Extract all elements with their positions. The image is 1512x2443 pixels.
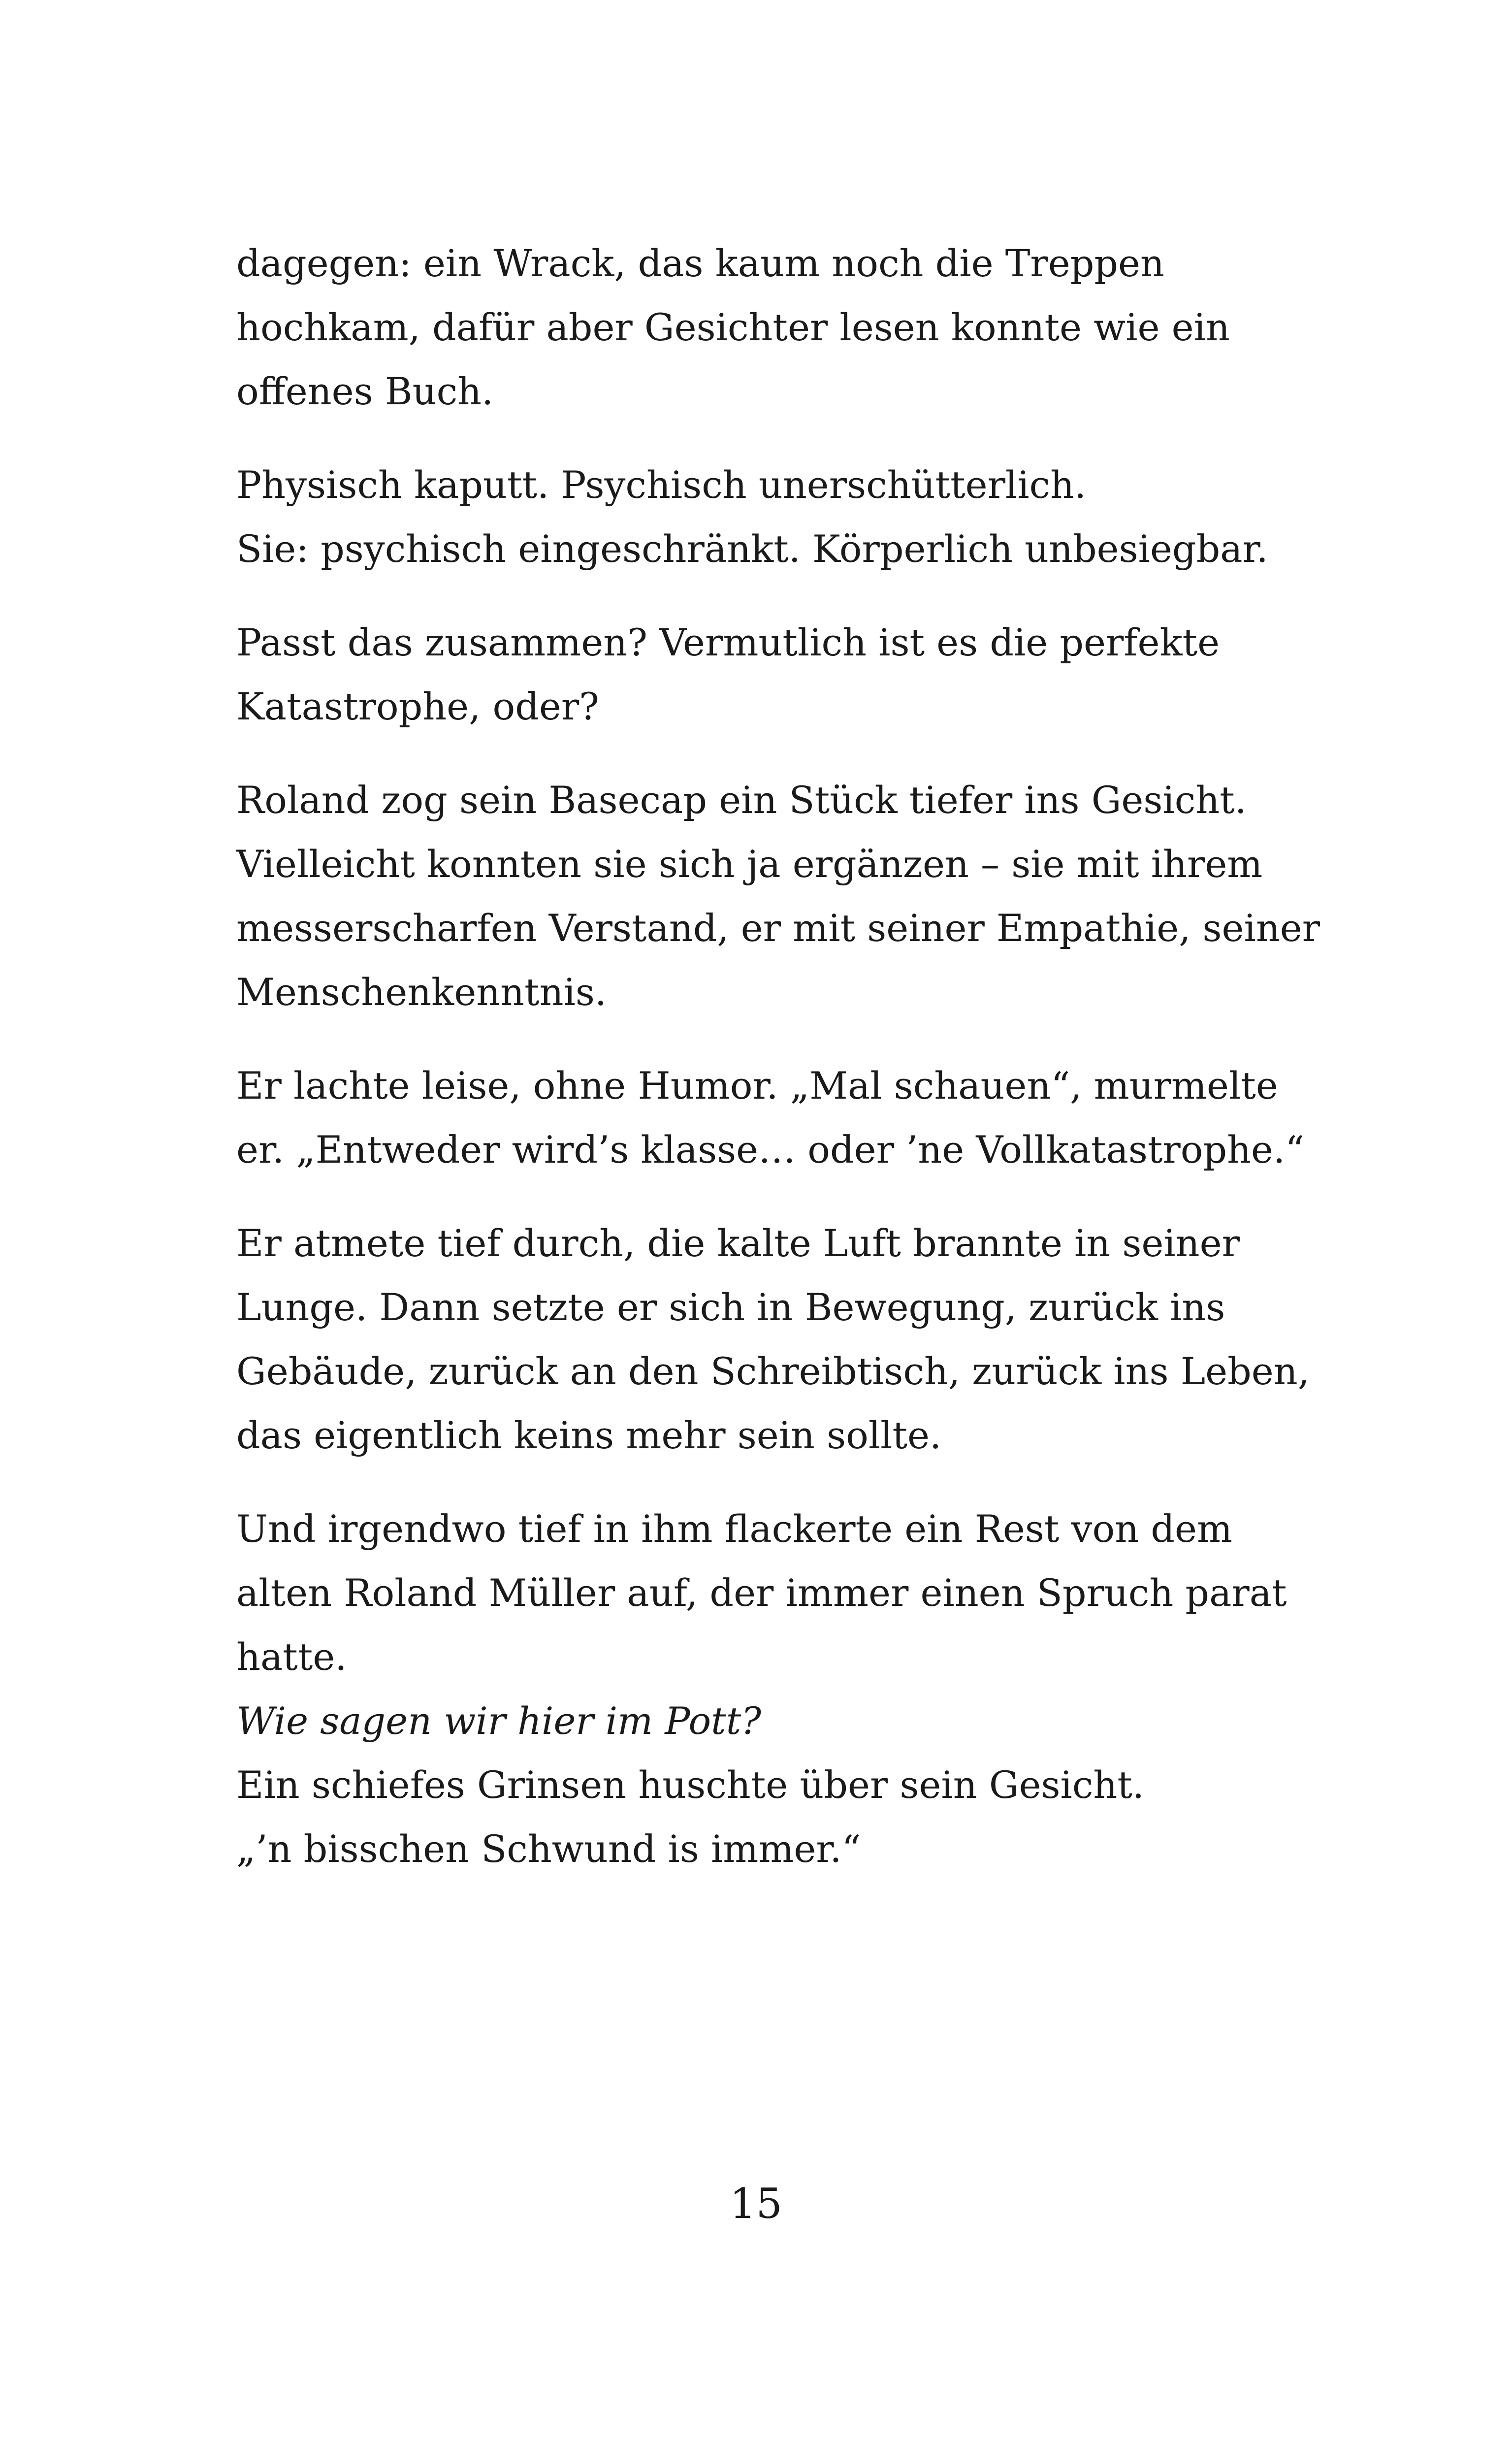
text-line: Physisch kaputt. Psychisch unerschütterlich. bbox=[236, 463, 1087, 507]
text-line: hochkam, dafür aber Gesichter lesen konnte wie ein bbox=[236, 305, 1230, 349]
body-text bbox=[236, 231, 1320, 1911]
text-line: hatte. bbox=[236, 1635, 347, 1679]
text-line: dagegen: ein Wrack, das kaum noch die Treppen bbox=[236, 241, 1164, 285]
page-number: 15 bbox=[730, 2180, 782, 2228]
paragraph bbox=[236, 231, 1295, 423]
text-line: Lunge. Dann setzte er sich in Bewegung, zurück ins bbox=[236, 1285, 1225, 1329]
text-line: Sie: psychisch eingeschränkt. Körperlich unbesiegbar. bbox=[236, 527, 1268, 571]
dialogue-line: „’n bisschen Schwund is immer.“ bbox=[236, 1827, 861, 1871]
text-line: alten Roland Müller auf, der immer einen Spruch parat bbox=[236, 1571, 1287, 1615]
text-line: Und irgendwo tief in ihm flackerte ein Rest von dem bbox=[236, 1507, 1233, 1551]
text-line: Gebäude, zurück an den Schreibtisch, zurück ins Leben, bbox=[236, 1349, 1310, 1393]
text-line: Passt das zusammen? Vermutlich ist es die perfekte bbox=[236, 620, 1220, 664]
text-line: Ein schiefes Grinsen huschte über sein Gesicht. bbox=[236, 1763, 1145, 1807]
text-line: Vielleicht konnten sie sich ja ergänzen – sie mit ihrem bbox=[236, 842, 1263, 886]
paragraph bbox=[236, 453, 1295, 581]
text-line: Menschenkenntnis. bbox=[236, 970, 607, 1014]
text-line: er. „Entweder wird’s klasse… oder ’ne Vollkatastrophe.“ bbox=[236, 1128, 1305, 1172]
italic-thought-line: Wie sagen wir hier im Pott? bbox=[236, 1699, 762, 1743]
text-line: messerscharfen Verstand, er mit seiner Empathie, seiner bbox=[236, 906, 1320, 950]
text-line: Katastrophe, oder? bbox=[236, 684, 599, 728]
text-line: Er lachte leise, ohne Humor. „Mal schauen“, murmelte bbox=[236, 1064, 1278, 1107]
paragraph bbox=[236, 1054, 1305, 1182]
paragraph bbox=[236, 611, 1295, 739]
paragraph bbox=[236, 1497, 1295, 1881]
text-line: offenes Buch. bbox=[236, 369, 494, 413]
text-line: das eigentlich keins mehr sein sollte. bbox=[236, 1413, 942, 1457]
text-line: Roland zog sein Basecap ein Stück tiefer ins Gesicht. bbox=[236, 778, 1247, 822]
paragraph bbox=[236, 1211, 1310, 1467]
text-line: Er atmete tief durch, die kalte Luft brannte in seiner bbox=[236, 1221, 1240, 1265]
paragraph bbox=[236, 768, 1320, 1024]
